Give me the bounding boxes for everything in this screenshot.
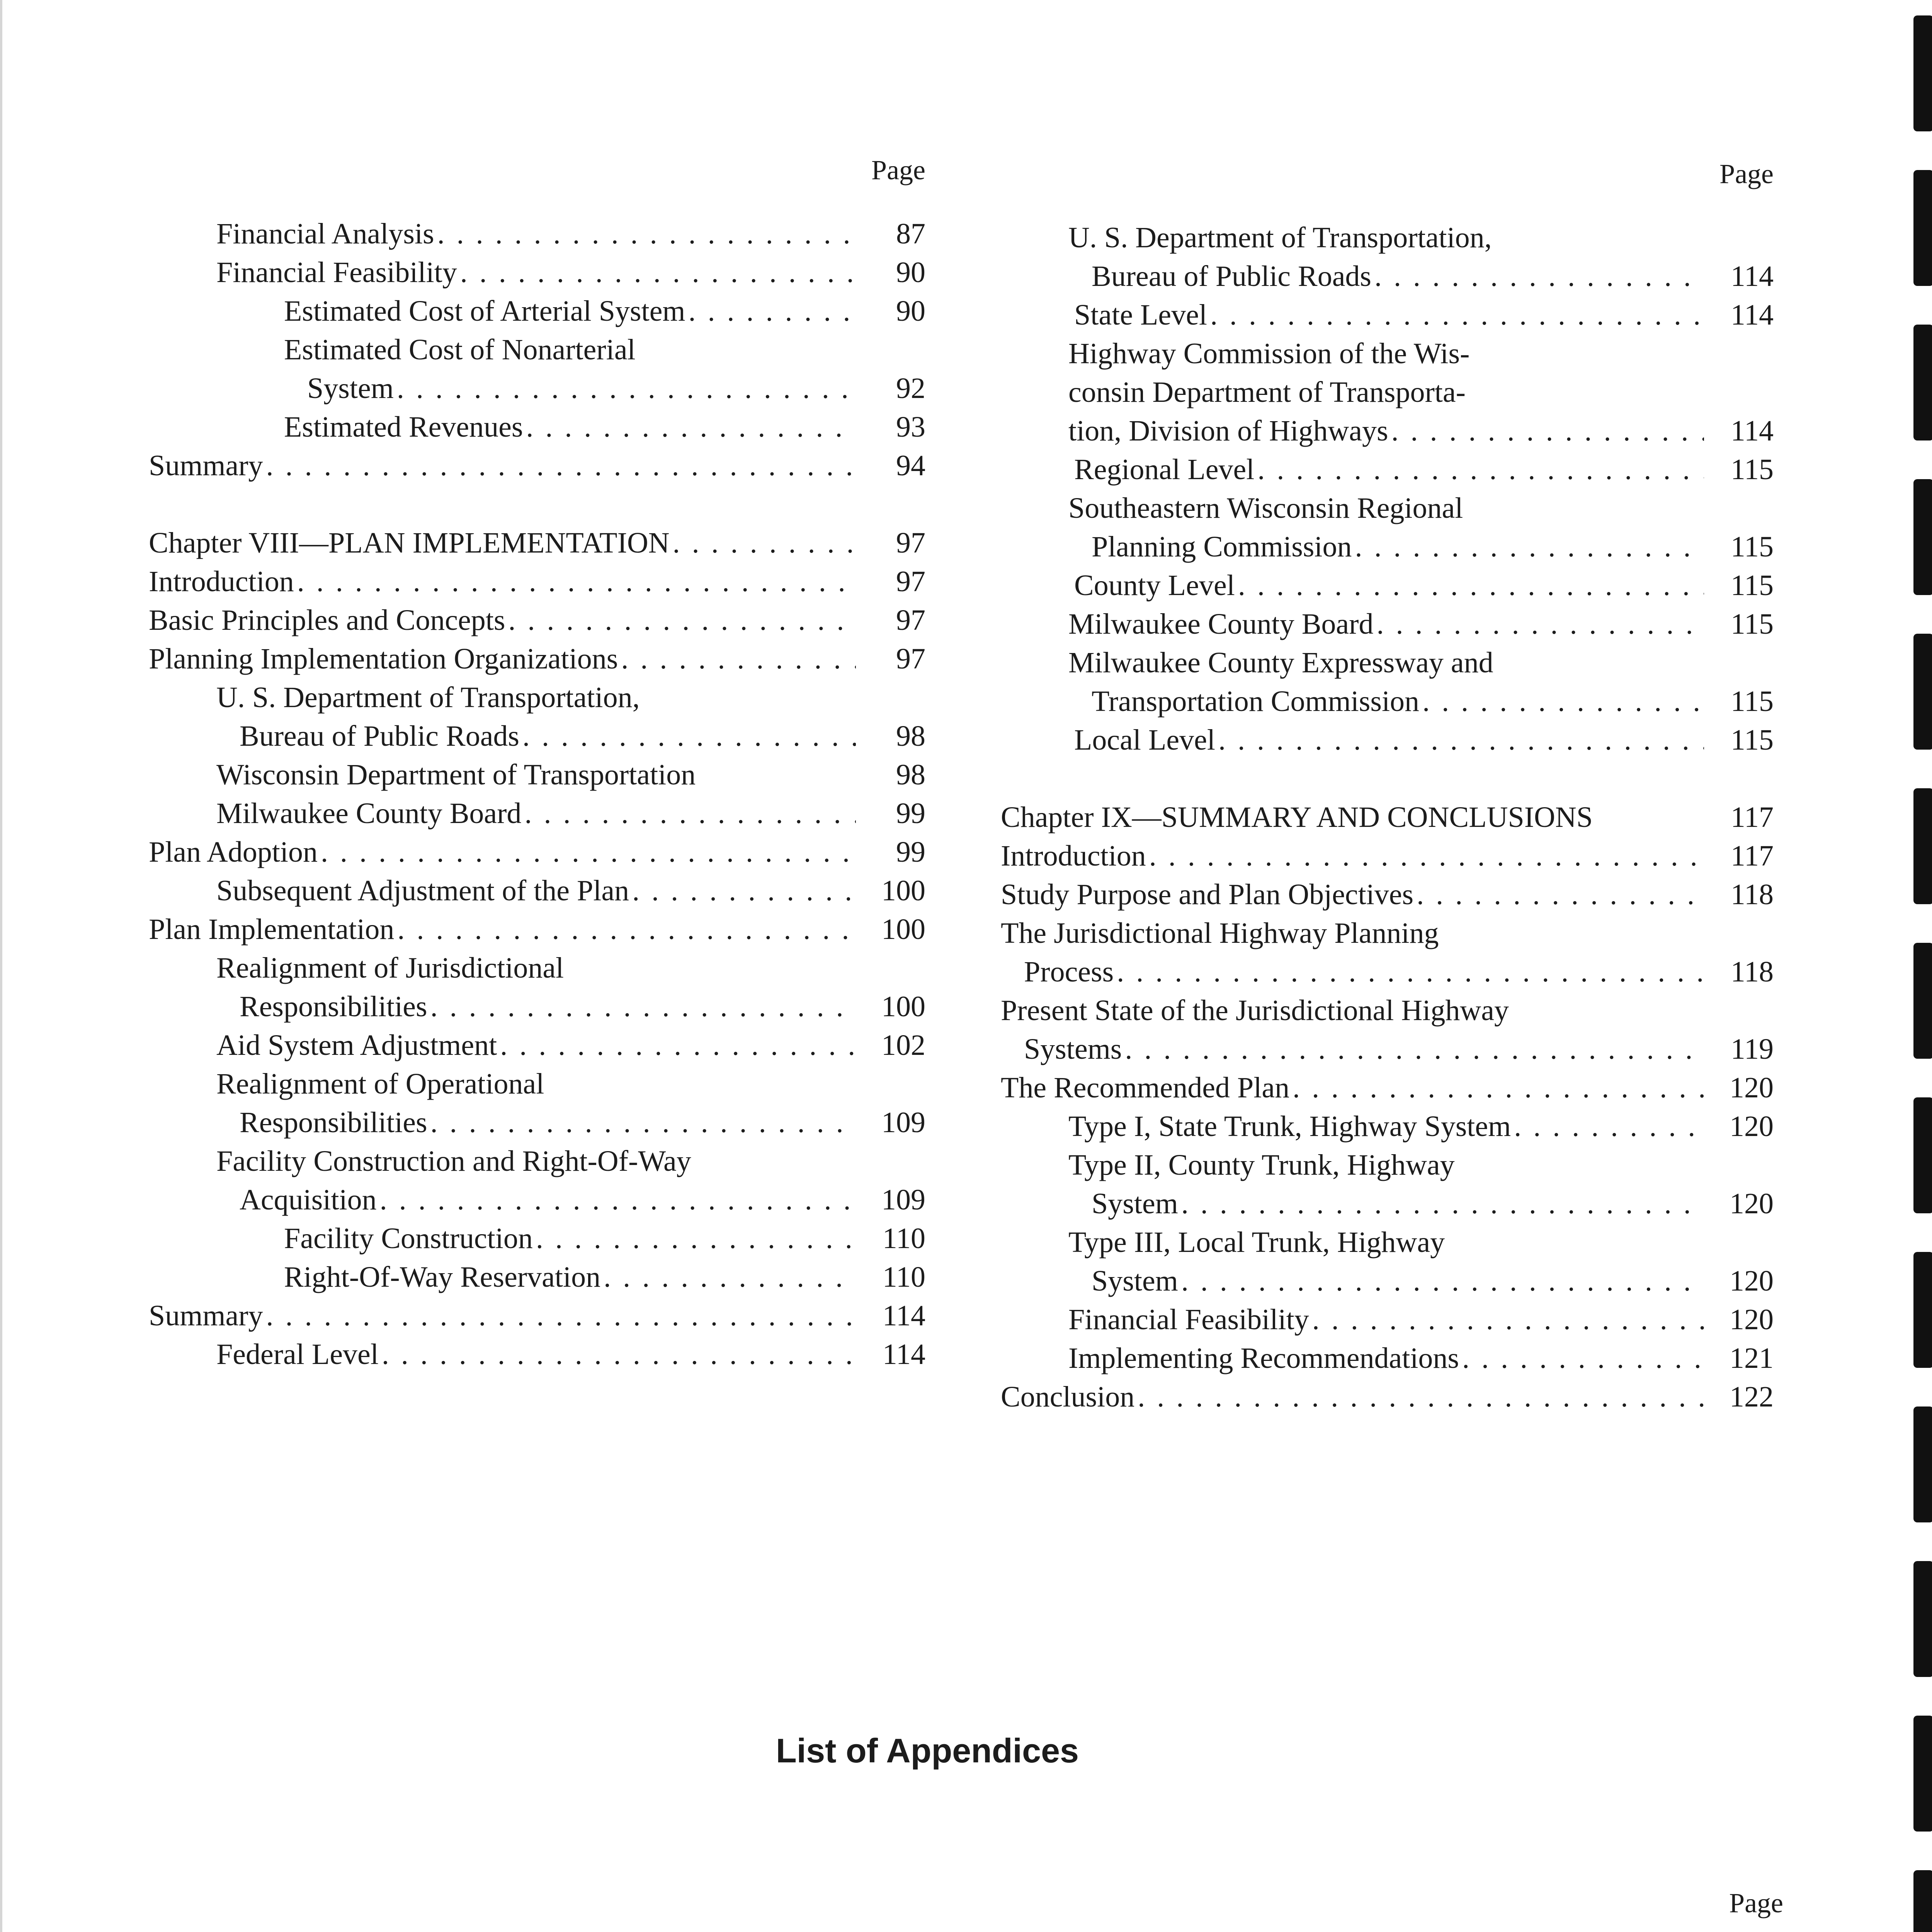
dot-leader	[427, 987, 856, 1026]
toc-entry-title: Facility Construction	[284, 1222, 533, 1255]
dot-leader	[523, 408, 856, 446]
dot-leader	[434, 214, 856, 253]
toc-entry	[149, 1103, 925, 1142]
toc-entry	[149, 408, 925, 446]
toc-entry-page: 117	[1730, 840, 1774, 872]
dot-leader	[1235, 566, 1704, 605]
toc-entry-title: Financial Feasibility	[216, 256, 457, 289]
toc-entry	[1001, 1300, 1774, 1339]
toc-entry	[1001, 1184, 1774, 1223]
toc-entry-page: 120	[1730, 1303, 1774, 1336]
binding-hole	[1913, 1252, 1932, 1368]
toc-entry-title: Transportation Commission	[1092, 685, 1420, 718]
toc-entry-title: Introduction	[149, 565, 294, 598]
toc-entry-title: Implementing Recommendations	[1068, 1342, 1459, 1374]
toc-entry-title: Systems	[1024, 1033, 1122, 1065]
toc-entry-title: Conclusion	[1001, 1381, 1135, 1413]
toc-entry-title: Facility Construction and Right-Of-Way	[216, 1145, 691, 1177]
toc-entry-title: Milwaukee County Board	[216, 797, 522, 830]
toc-entry	[149, 910, 925, 949]
toc-entry	[1001, 643, 1774, 682]
toc-entry-page: 109	[881, 1106, 925, 1139]
dot-leader	[377, 1180, 856, 1219]
toc-entry	[1001, 566, 1774, 605]
toc-entry-title: consin Department of Transporta-	[1068, 376, 1466, 408]
toc-entry-title: Milwaukee County Expressway and	[1068, 646, 1493, 679]
binding-hole	[1913, 479, 1932, 595]
toc-left-list	[149, 214, 925, 1374]
toc-entry	[1001, 682, 1774, 721]
toc-entry-page: 100	[881, 874, 925, 907]
toc-entry-title: Type I, State Trunk, Highway System	[1068, 1110, 1511, 1143]
toc-entry	[1001, 837, 1774, 875]
binding-hole	[1913, 943, 1932, 1059]
dot-leader	[1371, 257, 1704, 296]
toc-entry-page: 114	[1730, 260, 1774, 293]
toc-entry-page: 114	[882, 1338, 925, 1371]
toc-entry	[1001, 798, 1774, 837]
page-column-header: Page	[871, 155, 925, 185]
page-column-header: Page	[1719, 158, 1774, 189]
toc-left-column	[149, 153, 925, 1374]
dot-leader	[457, 253, 856, 292]
toc-entry-page: 122	[1730, 1381, 1774, 1413]
toc-entry-title: State Level	[1074, 299, 1207, 331]
toc-entry-title: Present State of the Jurisdictional Highway	[1001, 994, 1509, 1027]
toc-entry-page: 120	[1730, 1187, 1774, 1220]
toc-entry	[149, 871, 925, 910]
toc-entry	[149, 1258, 925, 1296]
toc-entry-title: Realignment of Operational	[216, 1068, 544, 1100]
toc-entry	[1001, 952, 1774, 991]
dot-leader	[600, 1258, 856, 1296]
toc-entry-title: System	[307, 372, 394, 405]
toc-entry-title: Acquisition	[240, 1184, 377, 1216]
toc-entry-page: 115	[1730, 531, 1774, 563]
toc-entry	[1001, 334, 1774, 373]
toc-entry-page: 92	[896, 372, 925, 405]
dot-leader	[1373, 605, 1704, 643]
toc-entry-title: Responsibilities	[240, 990, 427, 1023]
toc-entry-title: U. S. Department of Transportation,	[1068, 221, 1492, 254]
toc-entry-page: 90	[896, 256, 925, 289]
toc-entry-page: 119	[1730, 1033, 1774, 1065]
dot-leader	[629, 871, 856, 910]
toc-entry-page: 117	[1730, 801, 1774, 833]
toc-entry-page: 120	[1730, 1265, 1774, 1297]
toc-entry-page: 97	[896, 565, 925, 598]
toc-entry	[1001, 991, 1774, 1030]
toc-entry-page: 120	[1730, 1071, 1774, 1104]
toc-entry-title: tion, Division of Highways	[1068, 415, 1388, 447]
toc-entry	[1001, 257, 1774, 296]
toc-entry-page: 114	[1730, 415, 1774, 447]
dot-leader	[294, 562, 856, 601]
toc-entry	[149, 678, 925, 717]
toc-entry-page: 114	[1730, 299, 1774, 331]
toc-entry	[1001, 218, 1774, 257]
toc-entry-page: 97	[896, 527, 925, 559]
binding-holes	[1903, 0, 1932, 1932]
toc-entry	[1001, 1378, 1774, 1416]
toc-entry-page: 115	[1730, 608, 1774, 640]
toc-entry-page: 93	[896, 411, 925, 443]
toc-entry	[149, 833, 925, 871]
toc-entry-title: Right-Of-Way Reservation	[284, 1261, 601, 1293]
toc-entry-page: 109	[881, 1184, 925, 1216]
toc-entry	[1001, 721, 1774, 759]
toc-entry-page: 114	[882, 1299, 925, 1332]
dot-leader	[1289, 1068, 1704, 1107]
toc-entry-title: Regional Level	[1074, 453, 1255, 486]
dot-leader	[1134, 1378, 1704, 1416]
binding-hole	[1913, 1406, 1932, 1522]
toc-entry-page: 94	[896, 449, 925, 482]
toc-entry-title: Bureau of Public Roads	[240, 720, 520, 752]
toc-entry	[149, 253, 925, 292]
toc-entry-title: Planning Commission	[1092, 531, 1352, 563]
toc-entry-title: Estimated Revenues	[284, 411, 523, 443]
toc-entry-page: 100	[881, 990, 925, 1023]
dot-leader	[1388, 412, 1704, 450]
toc-entry	[149, 1142, 925, 1180]
dot-leader	[1178, 1262, 1704, 1300]
dot-leader	[1413, 875, 1704, 914]
toc-entry	[1001, 296, 1774, 334]
toc-entry	[149, 1296, 925, 1335]
toc-entry-title: Plan Adoption	[149, 836, 318, 868]
toc-gap	[1001, 759, 1774, 798]
dot-leader	[1215, 721, 1704, 759]
toc-entry-page: 99	[896, 836, 925, 868]
binding-hole	[1913, 1870, 1932, 1932]
dot-leader	[1178, 1184, 1704, 1223]
dot-leader	[263, 1296, 856, 1335]
binding-hole	[1913, 634, 1932, 750]
toc-right-column	[1001, 156, 1774, 1416]
dot-leader	[427, 1103, 856, 1142]
toc-entry	[1001, 450, 1774, 489]
dot-leader	[685, 292, 856, 330]
toc-entry-title: Summary	[149, 1299, 263, 1332]
binding-hole	[1913, 1716, 1932, 1832]
toc-entry-title: Process	[1024, 956, 1114, 988]
toc-gap	[149, 485, 925, 524]
toc-entry-page: 115	[1730, 569, 1774, 602]
dot-leader	[519, 717, 856, 755]
toc-entry	[149, 214, 925, 253]
toc-entry-title: Estimated Cost of Arterial System	[284, 295, 685, 327]
toc-entry-title: Subsequent Adjustment of the Plan	[216, 874, 629, 907]
toc-entry	[1001, 527, 1774, 566]
toc-entry	[149, 987, 925, 1026]
toc-entry-page: 90	[896, 295, 925, 327]
toc-entry	[149, 292, 925, 330]
toc-entry-title: Financial Feasibility	[1068, 1303, 1309, 1336]
dot-leader	[394, 910, 856, 949]
toc-entry-title: Aid System Adjustment	[216, 1029, 497, 1061]
toc-entry-title: The Jurisdictional Highway Planning	[1001, 917, 1439, 949]
toc-entry	[149, 755, 925, 794]
dot-leader	[670, 524, 856, 562]
toc-entry-title: Wisconsin Department of Transportation	[216, 759, 696, 791]
page-left-edge	[0, 0, 2, 1932]
toc-entry-page: 118	[1730, 956, 1774, 988]
toc-entry-page: 100	[881, 913, 925, 946]
dot-leader	[379, 1335, 856, 1374]
toc-entry	[149, 1026, 925, 1065]
toc-entry	[149, 562, 925, 601]
toc-entry-title: Basic Principles and Concepts	[149, 604, 505, 636]
dot-leader	[497, 1026, 856, 1065]
dot-leader	[394, 369, 856, 408]
toc-entry-page: 110	[882, 1261, 925, 1293]
toc-entry-title: Study Purpose and Plan Objectives	[1001, 878, 1414, 911]
toc-entry	[1001, 412, 1774, 450]
toc-entry-page: 110	[882, 1222, 925, 1255]
dot-leader	[1114, 952, 1704, 991]
toc-entry	[1001, 605, 1774, 643]
toc-entry-title: Plan Implementation	[149, 913, 395, 946]
toc-entry-title: Financial Analysis	[216, 218, 434, 250]
dot-leader	[263, 446, 856, 485]
toc-entry	[149, 524, 925, 562]
dot-leader	[505, 601, 856, 639]
toc-entry-page: 99	[896, 797, 925, 830]
toc-entry-title: County Level	[1074, 569, 1235, 602]
toc-entry	[149, 1065, 925, 1103]
toc-entry-title: Responsibilities	[240, 1106, 427, 1139]
toc-entry-page: 118	[1730, 878, 1774, 911]
dot-leader	[1254, 450, 1704, 489]
toc-entry-title: Introduction	[1001, 840, 1146, 872]
toc-entry	[149, 1335, 925, 1374]
toc-entry	[149, 717, 925, 755]
toc-entry	[149, 330, 925, 369]
toc-entry-page: 120	[1730, 1110, 1774, 1143]
binding-hole	[1913, 1561, 1932, 1677]
appendices-section	[149, 1886, 1783, 1932]
toc-entry-title: Realignment of Jurisdictional	[216, 952, 564, 984]
toc-entry-title: Type III, Local Trunk, Highway	[1068, 1226, 1445, 1259]
toc-entry	[1001, 1107, 1774, 1146]
toc-entry-title: The Recommended Plan	[1001, 1071, 1290, 1104]
toc-entry	[1001, 489, 1774, 527]
toc-entry-title: Type II, County Trunk, Highway	[1068, 1149, 1455, 1181]
toc-entry-page: 115	[1730, 724, 1774, 756]
toc-entry	[149, 1219, 925, 1258]
toc-entry-title: U. S. Department of Transportation,	[216, 681, 640, 714]
toc-entry	[149, 639, 925, 678]
toc-entry-title: Highway Commission of the Wis-	[1068, 337, 1470, 370]
toc-entry-title: Summary	[149, 449, 263, 482]
appendices-heading: List of Appendices	[776, 1731, 1079, 1770]
binding-hole	[1913, 325, 1932, 440]
toc-entry-title: Milwaukee County Board	[1068, 608, 1374, 640]
dot-leader	[318, 833, 856, 871]
toc-entry-title: Planning Implementation Organizations	[149, 643, 618, 675]
dot-leader	[1511, 1107, 1704, 1146]
toc-entry-page: 102	[881, 1029, 925, 1061]
toc-entry	[1001, 373, 1774, 412]
toc-entry-page: 115	[1730, 453, 1774, 486]
dot-leader	[521, 794, 856, 833]
dot-leader	[1352, 527, 1704, 566]
appendices-page-header: Page	[1729, 1888, 1783, 1918]
toc-entry	[1001, 1339, 1774, 1378]
toc-entry-page: 121	[1730, 1342, 1774, 1374]
binding-hole	[1913, 15, 1932, 131]
toc-entry	[1001, 1146, 1774, 1184]
toc-entry-page: 98	[896, 759, 925, 791]
toc-entry-title: Federal Level	[216, 1338, 379, 1371]
toc-entry	[149, 1180, 925, 1219]
dot-leader	[1146, 837, 1704, 875]
dot-leader	[1419, 682, 1704, 721]
toc-entry	[1001, 1223, 1774, 1262]
toc-entry	[1001, 1262, 1774, 1300]
dot-leader	[618, 639, 856, 678]
toc-entry-page: 97	[896, 604, 925, 636]
toc-entry-title: Bureau of Public Roads	[1092, 260, 1372, 293]
dot-leader	[1459, 1339, 1704, 1378]
toc-entry-title: System	[1092, 1265, 1178, 1297]
toc-entry-page: 97	[896, 643, 925, 675]
toc-entry-title: Southeastern Wisconsin Regional	[1068, 492, 1463, 524]
toc-entry	[1001, 914, 1774, 952]
dot-leader	[1122, 1030, 1704, 1068]
toc-right-list	[1001, 218, 1774, 1416]
dot-leader	[533, 1219, 856, 1258]
toc-entry	[149, 446, 925, 485]
toc-entry	[1001, 1030, 1774, 1068]
toc-entry	[149, 794, 925, 833]
toc-entry-title: Estimated Cost of Nonarterial	[284, 333, 636, 366]
toc-entry-title: Chapter IX—SUMMARY AND CONCLUSIONS	[1001, 801, 1593, 833]
toc-entry-title: Chapter VIII—PLAN IMPLEMENTATION	[149, 527, 670, 559]
binding-hole	[1913, 1097, 1932, 1213]
toc-entry-page: 87	[896, 218, 925, 250]
toc-entry	[149, 601, 925, 639]
toc-entry	[149, 949, 925, 987]
dot-leader	[1309, 1300, 1704, 1339]
binding-hole	[1913, 788, 1932, 904]
toc-entry-page: 98	[896, 720, 925, 752]
toc-entry	[1001, 875, 1774, 914]
toc-entry-title: System	[1092, 1187, 1178, 1220]
toc-entry-title: Local Level	[1074, 724, 1216, 756]
toc-entry	[149, 369, 925, 408]
toc-entry-page: 115	[1730, 685, 1774, 718]
binding-hole	[1913, 170, 1932, 286]
toc-entry	[1001, 1068, 1774, 1107]
dot-leader	[1207, 296, 1704, 334]
